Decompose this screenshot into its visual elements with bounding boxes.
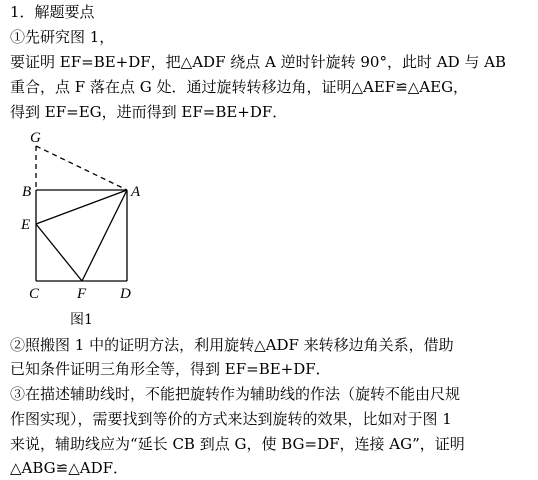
label-B: B xyxy=(22,184,32,200)
text-line-6: ②照搬图 1 中的证明方法，利用旋转△ADF 来转移边角关系，借助 xyxy=(10,336,454,354)
text-line-9: 作图实现），需要找到等价的方式来达到旋转的效果，比如对于图 1 xyxy=(10,410,452,428)
figure-caption: 图1 xyxy=(70,312,93,328)
text-line-2: ①先研究图 1， xyxy=(10,28,115,46)
label-G: G xyxy=(30,130,41,146)
segment-GA-dashed xyxy=(36,146,127,190)
label-C: C xyxy=(29,286,40,302)
label-E: E xyxy=(21,217,31,233)
text-line-7: 已知条件证明三角形全等，得到 EF=BE+DF． xyxy=(10,360,331,378)
text-line-4: 重合，点 F 落在点 G 处．通过旋转转移边角，证明△AEF≌△AEG， xyxy=(10,78,469,96)
label-A: A xyxy=(131,184,141,200)
text-line-10: 来说，辅助线应为“延长 CB 到点 G，使 BG=DF，连接 AG”，证明 xyxy=(10,435,465,453)
segment-EF xyxy=(36,224,82,281)
text-line-5: 得到 EF=EG，进而得到 EF=BE+DF． xyxy=(10,103,288,121)
text-line-11: △ABG≌△ADF． xyxy=(10,459,129,477)
label-F: F xyxy=(77,286,87,302)
text-line-8: ③在描述辅助线时，不能把旋转作为辅助线的作法（旋转不能由尺规 xyxy=(10,385,461,403)
text-line-3: 要证明 EF=BE+DF，把△ADF 绕点 A 逆时针旋转 90°，此时 AD 与 AB xyxy=(10,53,506,71)
text-line-1: 1．解题要点 xyxy=(10,3,95,21)
label-D: D xyxy=(120,286,131,302)
